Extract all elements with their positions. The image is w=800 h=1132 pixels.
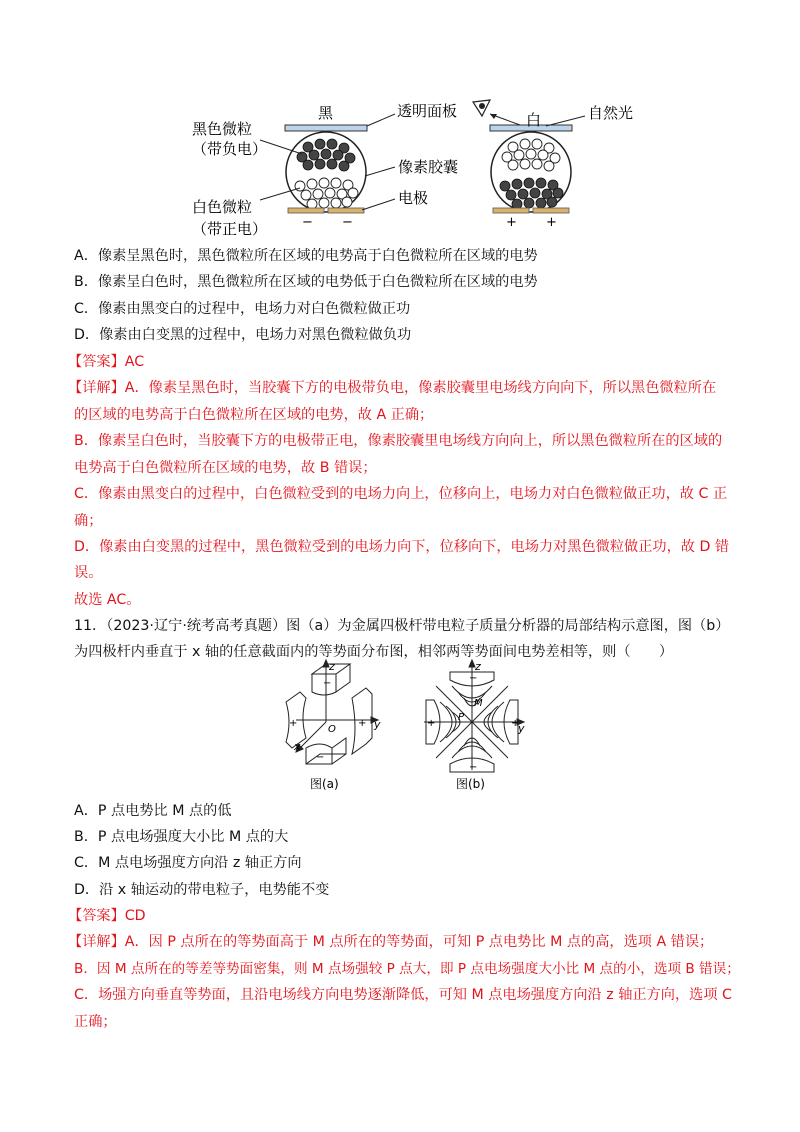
electrode-left-1	[288, 208, 324, 213]
electrode-left-sign-1: −	[302, 215, 313, 230]
q11-explain-line-2: B．因 M 点所在的等差等势面密集，则 M 点场强较 P 点大，即 P 点电场强度大小比 M 点的小，选项 B 错误；	[74, 961, 740, 977]
equipotential-figure-b	[420, 658, 530, 794]
q10-explain-line-1: 【详解】A．像素呈黑色时，当胶囊下方的电极带负电，像素胶囊里电场线方向向下，所以黑色微粒所在	[68, 380, 717, 396]
label-white: 白	[526, 111, 542, 129]
q10-option-c: C．像素由黑变白的过程中，电场力对白色微粒做正功	[74, 301, 411, 317]
label-transparent-panel: 透明面板	[397, 102, 458, 120]
q11-option-c: C．M 点电场强度方向沿 z 轴正方向	[74, 855, 302, 871]
q11-option-a: A．P 点电势比 M 点的低	[74, 803, 232, 819]
quadrupole-figure-a	[276, 658, 386, 794]
pixel-capsule-figure	[190, 94, 650, 244]
label-black-charge: （带负电）	[192, 140, 268, 158]
q11-option-d: D．沿 x 轴运动的带电粒子，电势能不变	[74, 882, 330, 898]
svg-text:−: −	[316, 752, 325, 763]
q10-explain-line-5: C．像素由黑变白的过程中，白色微粒受到的电场力向上，位移向上，电场力对白色微粒做正功，故 C 正	[74, 486, 728, 502]
transparent-panel-left	[285, 125, 367, 131]
svg-text:+: +	[427, 718, 436, 729]
fig-a-axis-y: y	[374, 718, 381, 731]
svg-text:−: −	[323, 678, 332, 689]
fig-b-caption: 图(b)	[456, 777, 485, 791]
fig-a-axis-z: z	[329, 660, 335, 673]
q10-answer: 【答案】AC	[68, 354, 145, 370]
electrode-right-sign-1: +	[506, 215, 517, 230]
q10-explain-line-8: 误。	[74, 565, 103, 581]
q10-explain-line-3: B．像素呈白色时，当胶囊下方的电极带正电，像素胶囊里电场线方向向上，所以黑色微粒所在的区域的	[74, 433, 723, 449]
q11-explain-line-4: 正确；	[74, 1014, 117, 1030]
fig-b-point-m: M	[474, 698, 483, 709]
electrode-right-2	[533, 208, 569, 213]
fig-a-axis-x: x	[294, 740, 301, 753]
q11-explain-line-3: C．场强方向垂直等势面，且沿电场线方向电势逐渐降低，可知 M 点电场强度方向沿 z 轴正方向，选项 C	[74, 987, 732, 1003]
q10-explain-line-7: D．像素由白变黑的过程中，黑色微粒受到的电场力向下，位移向下，电场力对黑色微粒做正功，故 D 错	[74, 539, 730, 555]
label-natural-light: 自然光	[588, 104, 634, 122]
svg-text:+: +	[511, 718, 520, 729]
fig-a-origin: O	[328, 724, 336, 735]
electrode-right-sign-2: +	[546, 215, 557, 230]
svg-text:−: −	[469, 762, 478, 773]
q11-explain-line-1: 【详解】A．因 P 点所在的等势面高于 M 点所在的等势面，可知 P 点电势比 M 点的高，选项 A 错误；	[68, 934, 714, 950]
q10-option-a: A．像素呈黑色时，黑色微粒所在区域的电势高于白色微粒所在区域的电势	[74, 248, 538, 264]
svg-text:+: +	[358, 718, 367, 729]
q10-option-d: D．像素由白变黑的过程中，电场力对黑色微粒做负功	[74, 327, 412, 343]
fig-b-axis-z: z	[475, 660, 481, 673]
q10-explain-line-6: 确；	[74, 513, 103, 529]
q11-answer: 【答案】CD	[68, 908, 146, 924]
svg-text:+: +	[289, 718, 298, 729]
eye-icon	[473, 100, 490, 116]
label-white-charge: （带正电）	[192, 220, 268, 238]
q11-option-b: B．P 点电场强度大小比 M 点的大	[74, 829, 289, 845]
q11-stem-line-1: 11．（2023·辽宁·统考高考真题）图（a）为金属四极杆带电粒子质量分析器的局部结构示意图，图（b）	[74, 618, 730, 634]
label-pixel-capsule: 像素胶囊	[398, 158, 459, 176]
q10-option-b: B．像素呈白色时，黑色微粒所在区域的电势低于白色微粒所在区域的电势	[74, 274, 538, 290]
q10-explain-line-4: 电势高于白色微粒所在区域的电势，故 B 错误；	[74, 460, 377, 476]
label-white-particle: 白色微粒	[192, 198, 253, 216]
q10-explain-line-2: 的区域的电势高于白色微粒所在区域的电势，故 A 正确；	[74, 407, 434, 423]
svg-text:−: −	[469, 673, 478, 684]
fig-b-axis-y: y	[518, 722, 525, 735]
q10-explain-line-9: 故选 AC。	[74, 592, 141, 608]
label-black: 黑	[318, 104, 334, 122]
label-black-particle: 黑色微粒	[192, 120, 253, 138]
fig-b-point-p: P	[458, 712, 465, 723]
label-electrode: 电极	[398, 189, 429, 207]
q11-stem-line-2: 为四极杆内垂直于 x 轴的任意截面内的等势面分布图，相邻两等势面间电势差相等，则（ ）	[74, 644, 674, 660]
electrode-right-1	[493, 208, 529, 213]
electrode-left-sign-2: −	[342, 215, 353, 230]
electrode-left-2	[328, 208, 364, 213]
fig-a-caption: 图(a)	[310, 777, 339, 791]
